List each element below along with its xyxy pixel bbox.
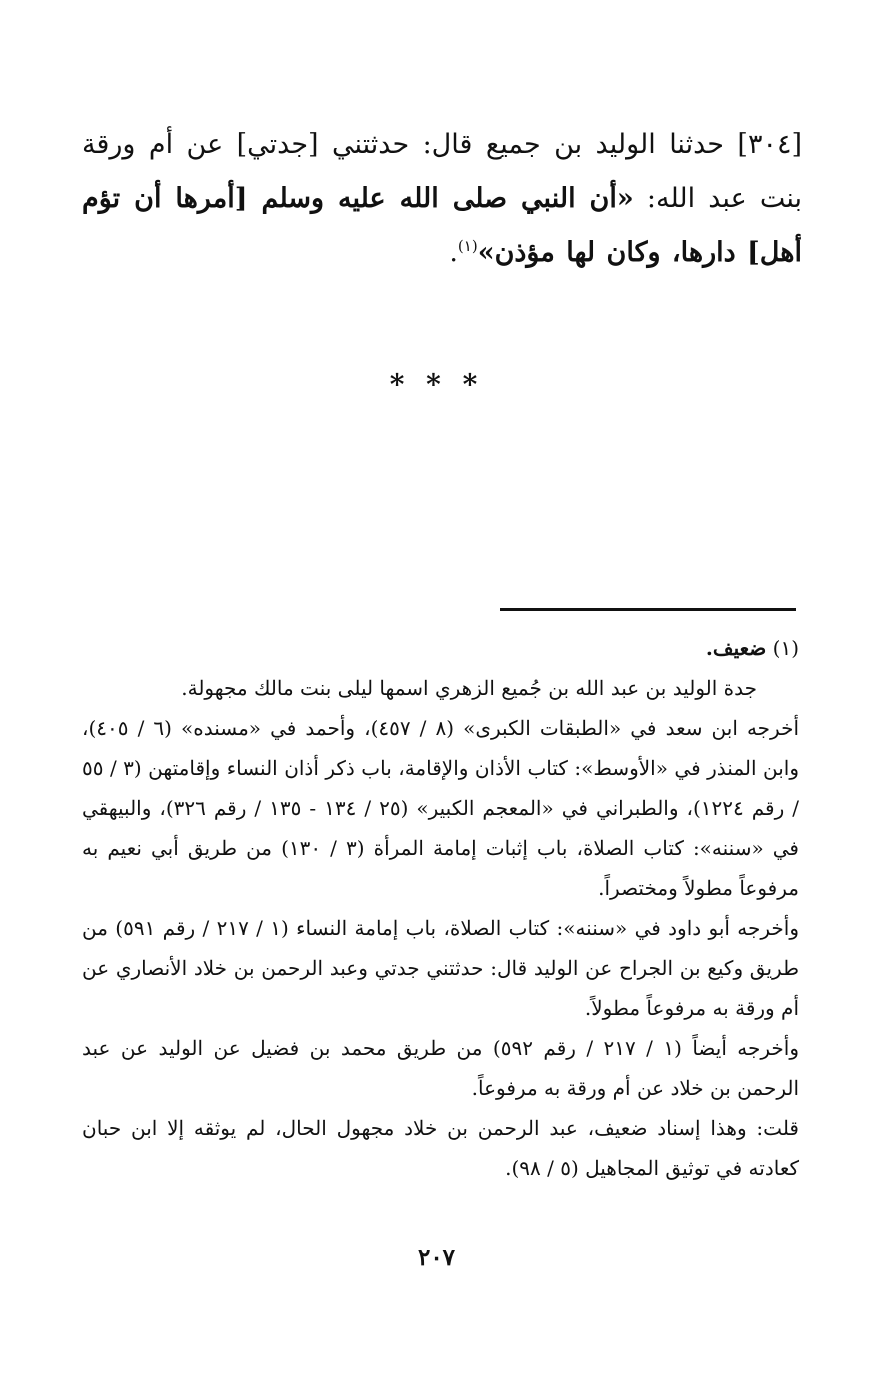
hadith-end: . bbox=[449, 237, 458, 268]
footnote-paragraph: وأخرجه أبو داود في «سننه»: كتاب الصلاة، باب إمامة النساء (١ / ٢١٧ / رقم ٥٩١) من طريق وكيع بن الجراح عن الوليد قال: حدثتني جدتي وعبد الرحمن بن خلاد الأنصاري عن أم ورقة به مرفوعاً مطولاً. bbox=[82, 916, 799, 1020]
footnote-grade: ضعيف. bbox=[705, 636, 767, 660]
hadith-intro: حدثنا الوليد بن جميع قال: حدثتني [جدتي] عن أم ورقة بنت عبد الله: bbox=[82, 129, 802, 214]
hadith-text bbox=[82, 118, 802, 280]
page-number: ٢٠٧ bbox=[417, 1244, 456, 1271]
hadith-matn: «أن النبي صلى الله عليه وسلم [أمرها أن تؤم أهل] دارها، وكان لها مؤذن» bbox=[82, 183, 802, 268]
footnote-paragraph: وأخرجه أيضاً (١ / ٢١٧ / رقم ٥٩٢) من طريق محمد بن فضيل عن الوليد عن عبد الرحمن بن خلاد عن أم ورقة به مرفوعاً. bbox=[82, 1036, 800, 1100]
footnote-paragraph: قلت: وهذا إسناد ضعيف، عبد الرحمن بن خلاد مجهول الحال، لم يوثقه إلا ابن حبان كعادته في توثيق المجاهيل (٥ / ٩٨). bbox=[82, 1116, 799, 1180]
footnote-paragraph: جدة الوليد بن عبد الله بن جُميع الزهري اسمها ليلى بنت مالك مجهولة. bbox=[181, 676, 757, 700]
hadith-number: [٣٠٤] bbox=[737, 129, 802, 160]
footnotes bbox=[82, 628, 799, 1188]
footnote-marker: (١) bbox=[457, 237, 478, 255]
footnote-divider bbox=[500, 608, 796, 611]
footnote-heading bbox=[82, 628, 799, 668]
footnote-paragraph: أخرجه ابن سعد في «الطبقات الكبرى» (٨ / ٤٥٧)، وأحمد في «مسنده» (٦ / ٤٠٥)، وابن المنذر في «الأوسط»: كتاب الأذان والإقامة، باب ذكر أذان النساء وإقامتهن (٣ / ٥٥ / رقم ١٢٢٤)، والطبراني في «المعجم الكبير» (٢٥ / ١٣٤ - ١٣٥ / رقم ٣٢٦)، والبيهقي في «سننه»: كتاب الصلاة، باب إثبات إمامة المرأة (٣ / ١٣٠) من طريق أبي نعيم به مرفوعاً مطولاً ومختصراً. bbox=[82, 716, 800, 900]
section-separator: * * * bbox=[389, 368, 484, 401]
footnote-ref: (١) bbox=[772, 636, 799, 660]
